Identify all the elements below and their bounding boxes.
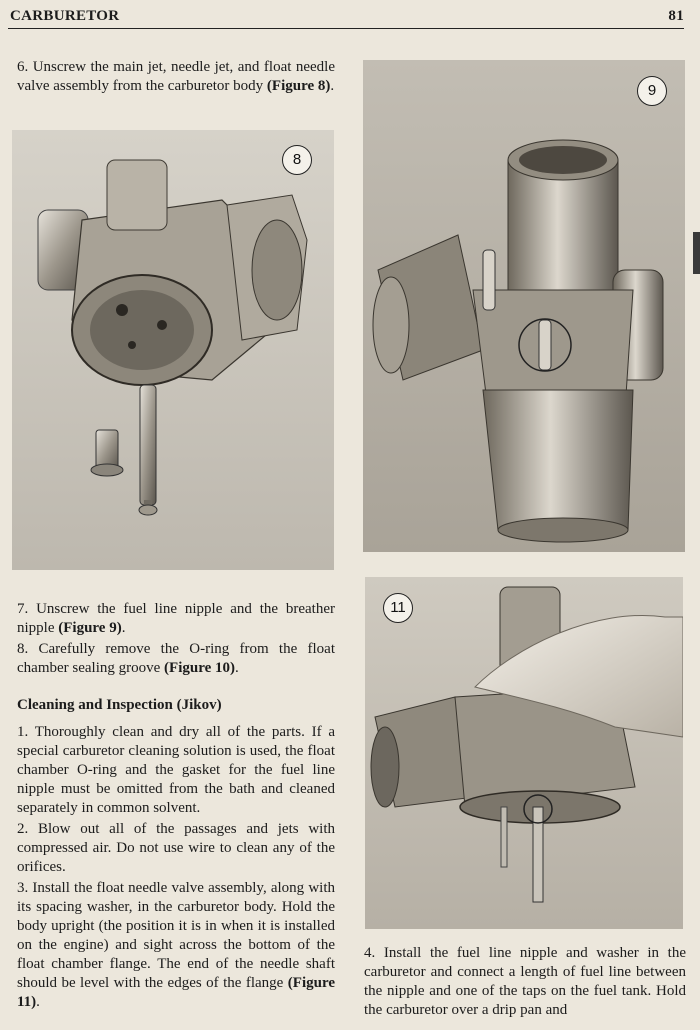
step-3-paragraph: 3. Install the float needle valve assembly, along with its spacing washer, in the carburetor body. Hold the body upright (the position it is in when it is installed on the engine) and sight across the bottom of the float chamber flange. The end of the needle shaft should be level with the edges of the flange (Figure 11). [17, 880, 335, 1010]
figure-9-photo [363, 60, 685, 552]
figure-11-reference: (Figure 11) [17, 975, 335, 1010]
needle-valve-check-illustration [365, 577, 683, 929]
figure-10-reference: (Figure 10) [164, 660, 235, 676]
carburetor-nipples-illustration [363, 60, 685, 552]
step-8-paragraph: 8. Carefully remove the O-ring from the float chamber sealing groove (Figure 10). [17, 641, 335, 676]
figure-8-photo [12, 130, 334, 570]
step-2-paragraph: 2. Blow out all of the passages and jets with compressed air. Do not use wire to clean any of the orifices. [17, 821, 335, 875]
steps-7-8-paragraphs [17, 600, 335, 680]
chapter-title: CARBURETOR [10, 8, 120, 24]
chapter-thumb-tab [693, 232, 700, 274]
figure-8-badge: 8 [282, 145, 312, 175]
page-number: 81 [668, 8, 684, 24]
step-6-paragraph: 6. Unscrew the main jet, needle jet, and float needle valve assembly from the carburetor body (Figure 8). [17, 59, 335, 94]
step-7-paragraph: 7. Unscrew the fuel line nipple and the breather nipple (Figure 9). [17, 601, 335, 636]
running-header [8, 6, 684, 29]
carburetor-disassembled-illustration [12, 130, 334, 570]
step-1-paragraph: 1. Thoroughly clean and dry all of the parts. If a special carburetor cleaning solution is used, the float chamber O-ring and the gasket for the fuel line nipple must be omitted from the bath and cleaned separately in common solvent. [17, 724, 335, 816]
step-4-paragraph: 4. Install the fuel line nipple and washer in the carburetor and connect a length of fuel line between the nipple and one of the taps on the fuel tank. Hold the carburetor over a drip pan and [364, 945, 686, 1018]
figure-9-reference: (Figure 9) [58, 620, 122, 636]
figure-9-badge: 9 [637, 76, 667, 106]
figure-8-reference: (Figure 8) [266, 78, 331, 94]
section-heading: Cleaning and Inspection (Jikov) [17, 697, 222, 713]
figure-11-badge: 11 [383, 593, 413, 623]
figure-11-photo [365, 577, 683, 929]
cleaning-section [17, 696, 335, 1014]
